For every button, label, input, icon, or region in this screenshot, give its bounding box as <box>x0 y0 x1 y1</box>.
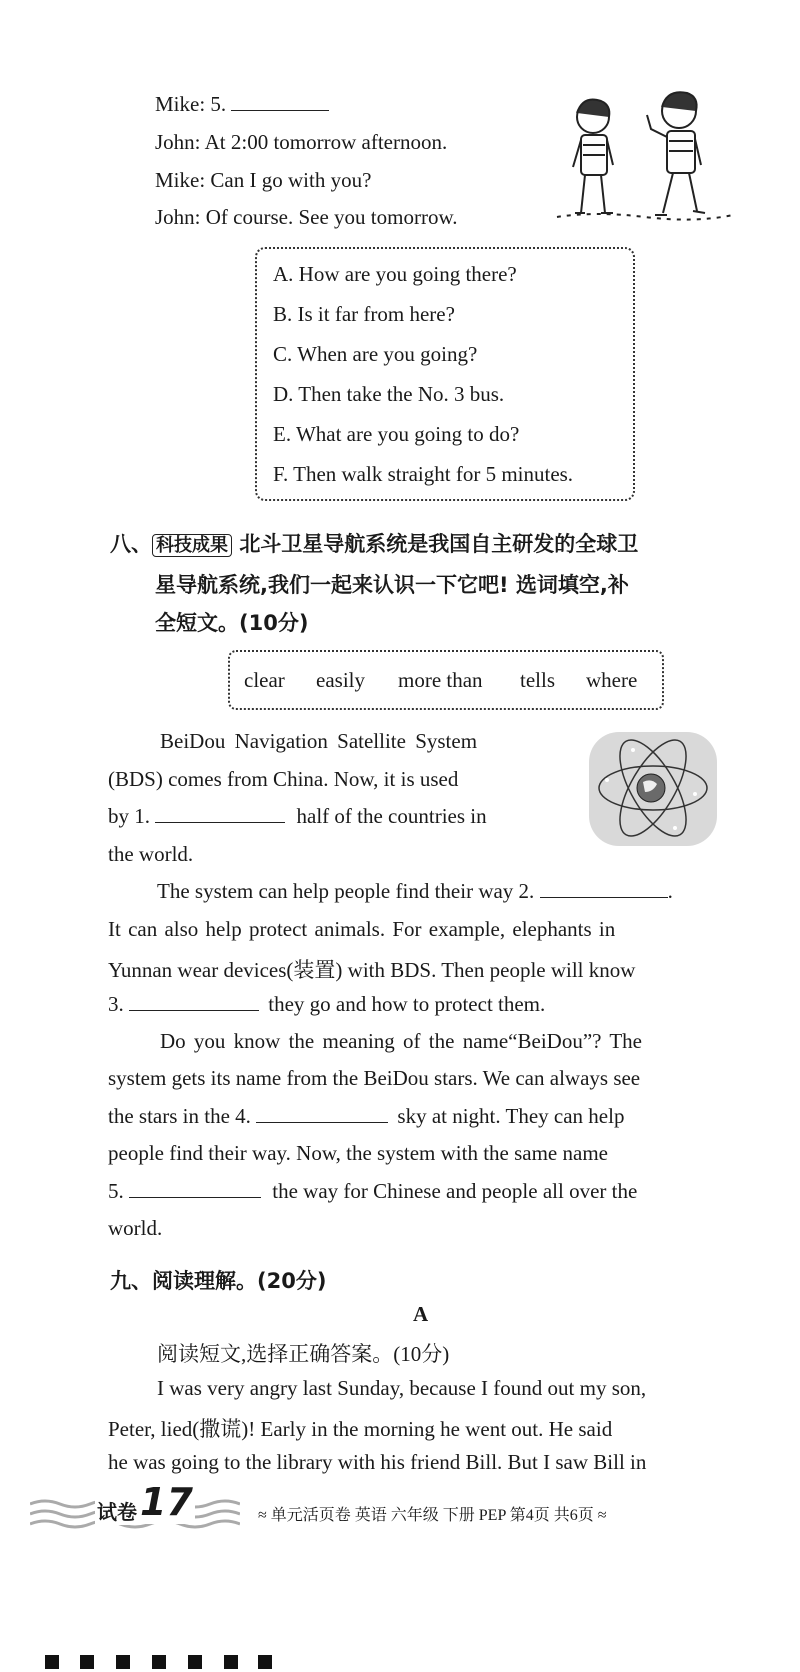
passage-text: by 1. <box>108 804 150 828</box>
footer-mark <box>152 1655 166 1669</box>
passage-p2-line-3: Yunnan wear devices(装置) with BDS. Then people will know <box>108 958 636 982</box>
footer-info: ≈ 单元活页卷 英语 六年级 下册 PEP 第4页 共6页 ≈ <box>258 1507 607 1524</box>
dialogue-text: 5. <box>210 92 227 116</box>
speaker: Mike: <box>155 168 206 192</box>
word-clear: clear <box>244 668 285 692</box>
passage-p1-line-4: the world. <box>108 842 194 866</box>
passage-a-title: A <box>413 1302 429 1326</box>
footer-test-number: 17 <box>140 1480 193 1524</box>
section-8-heading <box>110 528 638 558</box>
footer-mark <box>224 1655 238 1669</box>
footer-mark <box>116 1655 130 1669</box>
passage-text: sky at night. They can help <box>397 1104 625 1128</box>
passage-p3-line-6: world. <box>108 1216 163 1240</box>
passage-p3-line-4: people find their way. Now, the system with the same name <box>108 1141 608 1165</box>
blank-2[interactable] <box>540 879 668 898</box>
passage-text: The system can help people find their way 2. <box>157 879 535 903</box>
speaker: John: <box>155 130 201 154</box>
dialogue-text: Can I go with you? <box>210 168 372 192</box>
speaker: Mike: <box>155 92 206 116</box>
word-more-than: more than <box>398 668 483 692</box>
option-e: E. What are you going to do? <box>273 422 520 446</box>
word-bank-box <box>228 650 664 710</box>
passage-p3-line-3 <box>108 1104 624 1129</box>
section-instruction-1: 北斗卫星导航系统是我国自主研发的全球卫 <box>239 532 639 556</box>
passage-a-instruction: 阅读短文,选择正确答案。(10分) <box>157 1342 450 1366</box>
passage-text: the way for Chinese and people all over the <box>272 1179 638 1203</box>
section-8-instruction-2: 星导航系统,我们一起来认识一下它吧! 选词填空,补 <box>155 573 629 597</box>
blank-4[interactable] <box>256 1104 388 1123</box>
passage-p1-line-2: (BDS) comes from China. Now, it is used <box>108 767 459 791</box>
footer-mark <box>258 1655 272 1669</box>
answer-blank[interactable] <box>231 92 329 111</box>
satellite-globe-illustration <box>587 730 719 848</box>
footer-mark <box>45 1655 59 1669</box>
passage-text: they go and how to protect them. <box>268 992 546 1016</box>
option-c: C. When are you going? <box>273 342 478 366</box>
option-f: F. Then walk straight for 5 minutes. <box>273 462 574 486</box>
footer-mark <box>80 1655 94 1669</box>
two-boys-illustration <box>555 85 735 230</box>
passage-p2-line-4 <box>108 992 545 1017</box>
passage-text: 3. <box>108 992 124 1016</box>
passage-a-line-2: Peter, lied(撒谎)! Early in the morning he went out. He said <box>108 1417 613 1441</box>
option-d: D. Then take the No. 3 bus. <box>273 382 505 406</box>
dialogue-text: Of course. See you tomorrow. <box>205 205 458 229</box>
dialogue-line-1 <box>155 92 329 117</box>
passage-p3-line-2: system gets its name from the BeiDou stars. We can always see <box>108 1066 641 1090</box>
passage-text: half of the countries in <box>296 804 487 828</box>
dialogue-text: At 2:00 tomorrow afternoon. <box>204 130 448 154</box>
word-tells: tells <box>520 668 555 692</box>
section-8-instruction-3: 全短文。(10分) <box>155 611 309 635</box>
options-box <box>255 247 635 501</box>
passage-p3-line-1: Do you know the meaning of the name“BeiDou”? The <box>160 1029 642 1053</box>
dialogue-line-2 <box>155 130 447 155</box>
dialogue-line-4 <box>155 205 458 230</box>
blank-5[interactable] <box>129 1179 261 1198</box>
passage-a-line-1: I was very angry last Sunday, because I found out my son, <box>157 1376 647 1400</box>
passage-text: 5. <box>108 1179 124 1203</box>
blank-3[interactable] <box>129 992 259 1011</box>
word-easily: easily <box>316 668 365 692</box>
passage-a-line-3: he was going to the library with his friend Bill. But I saw Bill in <box>108 1450 647 1474</box>
option-b: B. Is it far from here? <box>273 302 455 326</box>
section-number: 八、 <box>110 532 152 556</box>
footer-mark <box>188 1655 202 1669</box>
passage-p2-line-2: It can also help protect animals. For example, elephants in <box>108 917 616 941</box>
passage-text: the stars in the 4. <box>108 1104 251 1128</box>
speaker: John: <box>155 205 201 229</box>
option-a: A. How are you going there? <box>273 262 517 286</box>
blank-1[interactable] <box>155 804 285 823</box>
section-9-heading: 九、阅读理解。(20分) <box>110 1269 327 1293</box>
footer-label: 试卷 <box>95 1496 139 1525</box>
passage-p1-line-3 <box>108 804 487 829</box>
passage-p1-line-1: BeiDou Navigation Satellite System <box>160 729 478 753</box>
passage-p2-line-1: The system can help people find their way 2. . <box>157 879 673 903</box>
dialogue-line-3 <box>155 168 371 193</box>
passage-p3-line-5 <box>108 1179 637 1204</box>
section-tag: 科技成果 <box>152 534 232 557</box>
word-where: where <box>586 668 638 692</box>
